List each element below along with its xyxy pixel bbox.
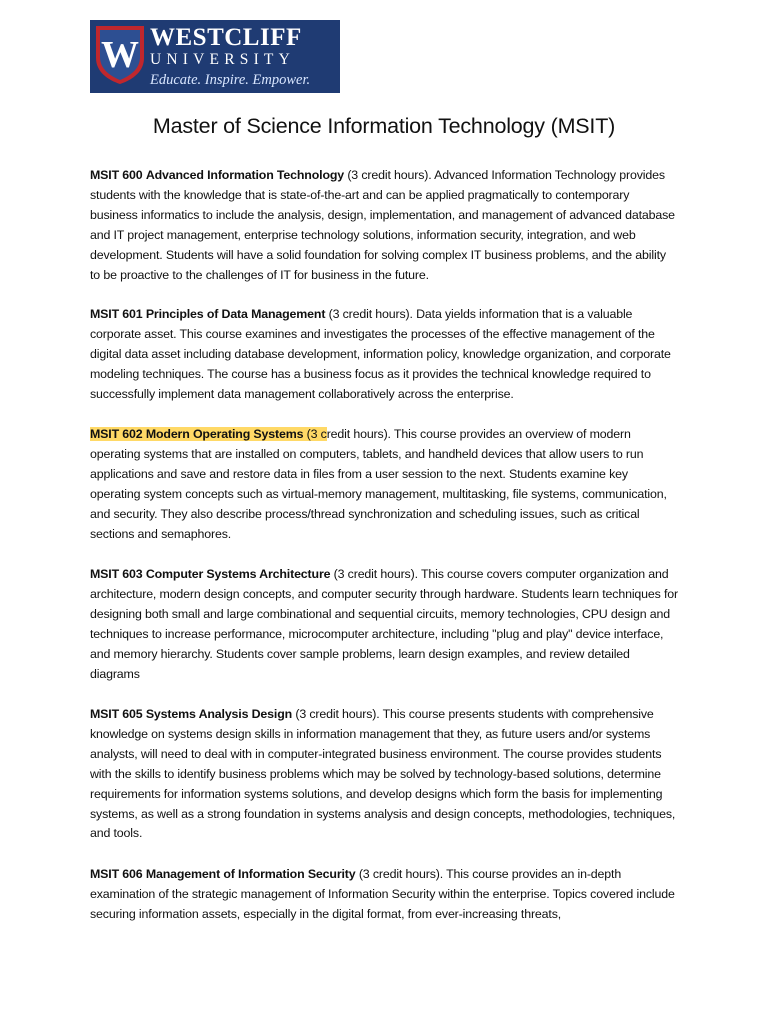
course-description: Advanced Information Technology provides students with the knowledge that is state-of-the-art and can be applied pragmatically to contemporary business informatics to include the analysis, design, implementation, and management of advanced database and IT project management, enterprise technology solutions, information security, integration, and web development. Students will have a solid foundation for solving complex IT business problems, and the ability to be proactive to the challenges of IT for business in the future. <box>90 168 675 282</box>
course-description: This course covers computer organization and architecture, modern design concepts, and computer security through hardware. Students learn techniques for designing both small and large combinational and sequential circuits, memory technologies, CPU design and techniques to increase performance, microcomputer architecture, including "plug and play" device interface, and memory hierarchy. Students cover sample problems, learn design examples, and review detailed diagrams <box>90 567 678 681</box>
logo-wordmark <box>150 24 336 69</box>
course-code: MSIT 601 <box>90 307 143 321</box>
course-description: This course presents students with comprehensive knowledge on systems design skills in information management that they, as future users and/or systems analysts, will need to deal with in computer-integrated business environment. The course provides students with the skills to identify business problems which may be solved by technology-based solutions, determine requirements for information systems solutions, and develop designs which form the basis for implementing systems, as well as a strong foundation in systems analysis and design concepts, methodologies, techniques, and tools. <box>90 707 676 841</box>
logo-tagline: Educate. Inspire. Empower. <box>150 72 311 88</box>
course-credits: redit hours). <box>326 427 391 441</box>
highlighted-text <box>90 427 327 441</box>
course-msit-601 <box>90 305 678 405</box>
course-name: Advanced Information Technology <box>145 168 345 182</box>
course-msit-602 <box>90 425 678 544</box>
logo-sub: UNIVERSITY <box>150 51 295 68</box>
westcliff-logo <box>90 20 340 93</box>
course-description: Data yields information that is a valuable corporate asset. This course examines and investigates the processes of the effective management of the digital data asset including database development, information policy, knowledge organization, and corporate modeling techniques. The course has a business focus as it provides the technical knowledge required to successfully implement data management collaboratively across the enterprise. <box>90 307 671 401</box>
course-credits: (3 credit hours). <box>333 567 418 581</box>
shield-icon <box>94 24 146 86</box>
course-name: Modern Operating Systems <box>145 427 304 441</box>
course-msit-606 <box>90 865 678 925</box>
course-code: MSIT 606 <box>90 867 143 881</box>
course-credits: (3 credit hours). <box>347 168 432 182</box>
course-msit-600 <box>90 166 678 285</box>
course-name: Management of Information Security <box>145 867 356 881</box>
course-name: Computer Systems Architecture <box>145 567 331 581</box>
course-description: This course provides an in-depth examination of the strategic management of Information Security within the enterprise. Topics covered include securing information assets, especially in the digital format, from ever-increasing threats, <box>90 867 675 921</box>
course-code: MSIT 605 <box>90 707 143 721</box>
course-credits: (3 credit hours). <box>328 307 413 321</box>
course-description: This course provides an overview of modern operating systems that are installed on computers, tablets, and handheld devices that allow users to run applications and save and restore data in files from a user session to the next. Students examine key operating system concepts such as virtual-memory management, multitasking, file systems, communication, and security. They also describe process/thread synchronization and scheduling issues, such as critical sections and semaphores. <box>90 427 667 541</box>
course-name: Principles of Data Management <box>145 307 326 321</box>
course-code: MSIT 600 <box>90 168 143 182</box>
page-title: Master of Science Information Technology (MSIT) <box>152 114 616 138</box>
course-credits: (3 credit hours). <box>295 707 380 721</box>
course-name: Systems Analysis Design <box>145 707 293 721</box>
course-code: MSIT 603 <box>90 567 143 581</box>
course-msit-603 <box>90 565 678 684</box>
logo-name: WESTCLIFF <box>150 24 302 51</box>
course-credits: (3 credit hours). <box>358 867 444 881</box>
course-code: MSIT 602 <box>90 427 143 441</box>
course-msit-605 <box>90 705 678 844</box>
course-credits-highlighted: (3 c <box>306 427 327 441</box>
logo-mark: W <box>101 34 139 76</box>
